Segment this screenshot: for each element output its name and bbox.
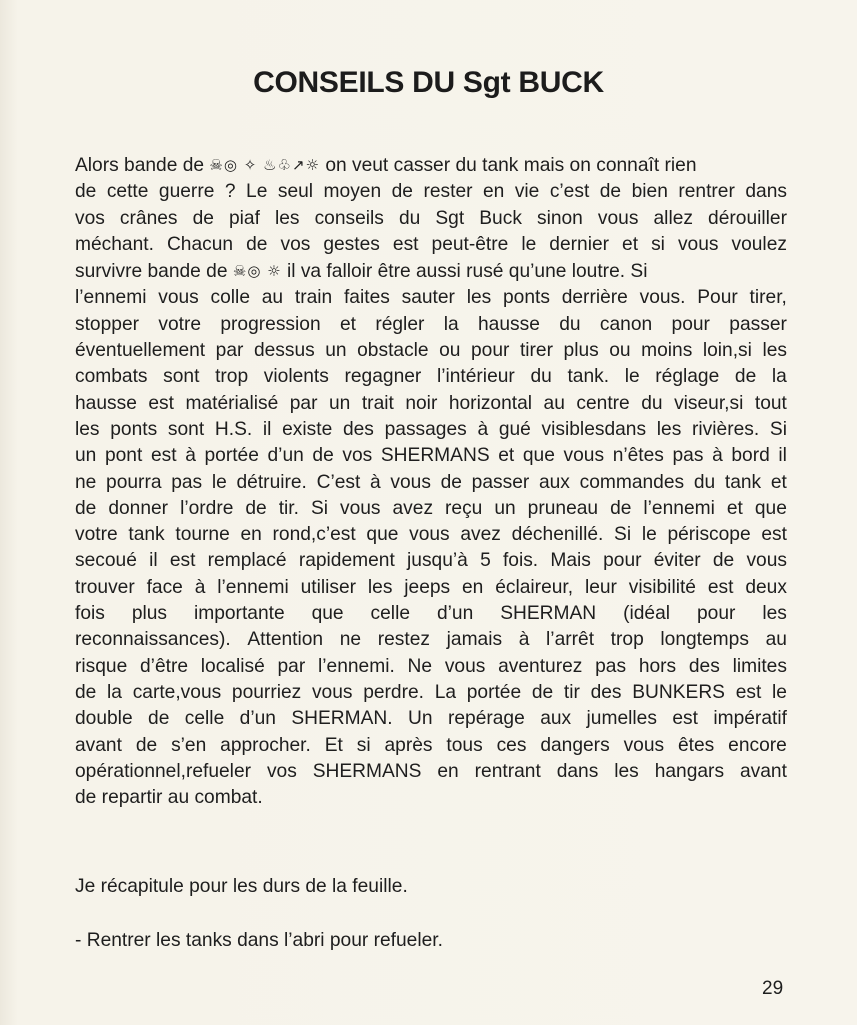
paragraph-line: avant de s’en approcher. Et si après tous ces dangers vous êtes encore bbox=[75, 734, 787, 756]
line-text: Alors bande de bbox=[75, 155, 205, 176]
paragraph-line: ne pourra pas le détruire. C’est à vous de passer aux commandes du tank et bbox=[75, 471, 787, 493]
paragraph-line: de repartir au combat. bbox=[75, 787, 263, 809]
paragraph-line: reconnaissances). Attention ne restez jamais à l’arrêt trop longtemps au bbox=[75, 629, 787, 651]
line-text: survivre bande de bbox=[75, 261, 228, 283]
paragraph-line: secoué il est remplacé rapidement jusqu’à 5 fois. Mais pour éviter de vous bbox=[75, 550, 787, 572]
page-number: 29 bbox=[762, 978, 784, 999]
paragraph-line: vos crânes de piaf les conseils du Sgt Buck sinon vous allez dérouiller bbox=[75, 207, 787, 229]
bullet-item: - Rentrer les tanks dans l’abri pour refueler. bbox=[75, 930, 443, 951]
paragraph-line: l’ennemi vous colle au train faites sauter les ponts derrière vous. Pour tirer, bbox=[75, 287, 787, 309]
paragraph-line: éventuellement par dessus un obstacle ou pour tirer plus ou moins loin,si les bbox=[75, 340, 787, 362]
insult-symbols: ☠◎ ☼ bbox=[232, 262, 282, 281]
paragraph-line: hausse est matérialisé par un trait noir horizontal au centre du viseur,si tout bbox=[75, 392, 787, 414]
paragraph-line: fois plus importante que celle d’un SHERMAN (idéal pour les bbox=[75, 603, 787, 625]
insult-symbols: ☠◎ ✧ ♨♧↗☼ bbox=[209, 156, 320, 174]
paragraph-line: double de celle d’un SHERMAN. Un repérage aux jumelles est impératif bbox=[75, 708, 787, 730]
paragraph-line: de donner l’ordre de tir. Si vous avez reçu un pruneau de l’ennemi et que bbox=[75, 497, 787, 519]
paragraph-line: les ponts sont H.S. il existe des passages à gué visiblesdans les rivières. Si bbox=[75, 418, 787, 440]
paragraph-line: combats sont trop violents regagner l’intérieur du tank. le réglage de la bbox=[75, 366, 787, 388]
paragraph-line: trouver face à l’ennemi utiliser les jeeps en éclaireur, leur visibilité est deux bbox=[75, 576, 787, 598]
page-title: CONSEILS DU Sgt BUCK bbox=[253, 66, 604, 99]
paragraph-line: stopper votre progression et régler la hausse du canon pour passer bbox=[75, 313, 787, 335]
paragraph-line: un pont est à portée d’un de vos SHERMANS et que vous n’êtes pas à bord il bbox=[75, 445, 787, 467]
paragraph-line bbox=[75, 258, 787, 285]
line-text: on veut casser du tank mais on connaît rien bbox=[325, 155, 697, 176]
paragraph-line: de cette guerre ? Le seul moyen de rester en vie c’est de bien rentrer dans bbox=[75, 181, 787, 203]
paragraph-line: de la carte,vous pourriez vous perdre. La portée de tir des BUNKERS est le bbox=[75, 681, 787, 703]
advice-paragraph bbox=[75, 152, 787, 811]
recap-line: Je récapitule pour les durs de la feuille. bbox=[75, 876, 408, 897]
paragraph-line bbox=[75, 152, 787, 179]
paragraph-line: méchant. Chacun de vos gestes est peut-être le dernier et si vous voulez bbox=[75, 233, 787, 255]
paragraph-line: risque d’être localisé par l’ennemi. Ne vous aventurez pas hors des limites bbox=[75, 655, 787, 677]
paragraph-line: votre tank tourne en rond,c’est que vous avez déchenillé. Si le périscope est bbox=[75, 524, 787, 546]
line-text: il va falloir être aussi rusé qu’une loutre. Si bbox=[286, 261, 648, 283]
paragraph-line: opérationnel,refueler vos SHERMANS en rentrant dans les hangars avant bbox=[75, 760, 787, 782]
